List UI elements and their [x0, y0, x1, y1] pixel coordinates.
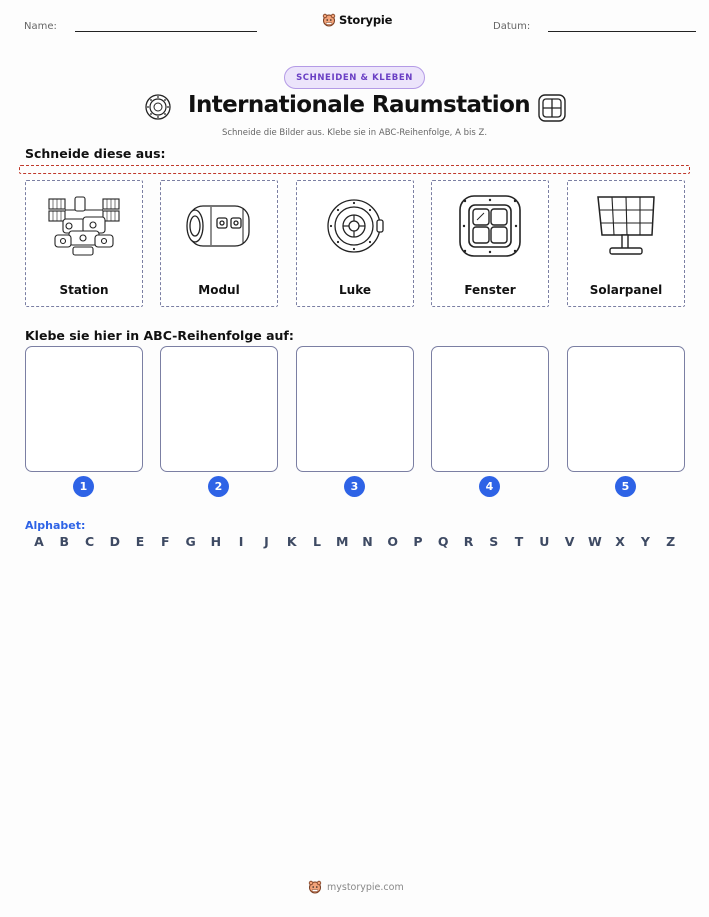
activity-badge: SCHNEIDEN & KLEBEN	[284, 66, 425, 89]
name-label: Name:	[24, 21, 57, 32]
storypie-mascot-icon	[322, 13, 336, 27]
name-line	[75, 20, 257, 32]
card-label: Fenster	[464, 283, 516, 297]
window-icon	[457, 193, 523, 259]
cut-card-modul[interactable]	[160, 180, 278, 307]
page-title: Internationale Raumstation	[188, 92, 531, 118]
paste-section-heading: Klebe sie hier in ABC-Reihenfolge auf:	[25, 328, 294, 343]
slot-number-5: 5	[615, 476, 636, 497]
date-line	[548, 20, 696, 32]
alphabet-letter: P	[413, 534, 423, 549]
window-icon	[537, 93, 567, 123]
footer-site: mystorypie.com	[327, 881, 404, 893]
alphabet-letter: X	[615, 534, 625, 549]
storypie-mascot-icon	[308, 880, 322, 894]
alphabet-letter: H	[210, 534, 222, 549]
alphabet-letter: Z	[666, 534, 676, 549]
hatch-icon	[144, 93, 172, 121]
slot-number-2: 2	[208, 476, 229, 497]
alphabet-letter: L	[312, 534, 321, 549]
date-field	[493, 20, 696, 32]
alphabet-letter: E	[135, 534, 145, 549]
alphabet-letter: V	[564, 534, 575, 549]
alphabet-heading: Alphabet:	[25, 519, 86, 532]
cut-card-fenster[interactable]	[431, 180, 549, 307]
card-label: Luke	[339, 283, 371, 297]
alphabet-letter: W	[587, 534, 602, 549]
alphabet-letter: S	[489, 534, 499, 549]
brand-name: Storypie	[339, 13, 393, 27]
alphabet-letter: J	[264, 534, 269, 549]
brand-logo	[322, 13, 392, 27]
cut-line	[19, 165, 690, 174]
module-icon	[181, 198, 257, 254]
name-field	[24, 20, 257, 32]
paste-slot-4[interactable]	[431, 346, 549, 472]
alphabet-letter: K	[286, 534, 297, 549]
title-row	[0, 92, 709, 124]
paste-slot-3[interactable]	[296, 346, 414, 472]
space-station-icon	[47, 193, 121, 259]
alphabet-letter: T	[514, 534, 524, 549]
alphabet-letter: Q	[437, 534, 449, 549]
slot-number-3: 3	[344, 476, 365, 497]
alphabet-letter: R	[463, 534, 474, 549]
hatch-icon	[324, 195, 386, 257]
alphabet-letter: F	[161, 534, 170, 549]
alphabet-letter: B	[59, 534, 70, 549]
cut-card-luke[interactable]	[296, 180, 414, 307]
slot-number-4: 4	[479, 476, 500, 497]
cut-card-station[interactable]	[25, 180, 143, 307]
alphabet-letter: G	[185, 534, 196, 549]
alphabet-letter: Y	[640, 534, 650, 549]
alphabet-letter: C	[84, 534, 95, 549]
paste-slot-1[interactable]	[25, 346, 143, 472]
slot-number-1: 1	[73, 476, 94, 497]
card-label: Station	[59, 283, 109, 297]
card-label: Solarpanel	[589, 283, 663, 297]
alphabet-letter: O	[387, 534, 399, 549]
alphabet-row	[32, 534, 678, 549]
cut-section-heading: Schneide diese aus:	[25, 146, 166, 161]
alphabet-letter: N	[362, 534, 373, 549]
date-label: Datum:	[493, 21, 531, 32]
card-label: Modul	[198, 283, 240, 297]
paste-slot-2[interactable]	[160, 346, 278, 472]
solar-panel-icon	[592, 193, 660, 259]
paste-slot-5[interactable]	[567, 346, 685, 472]
alphabet-letter: I	[238, 534, 244, 549]
cut-card-solarpanel[interactable]	[567, 180, 685, 307]
footer	[308, 880, 404, 894]
alphabet-letter: A	[34, 534, 44, 549]
alphabet-letter: D	[109, 534, 120, 549]
alphabet-letter: U	[539, 534, 550, 549]
alphabet-letter: M	[335, 534, 349, 549]
instructions: Schneide die Bilder aus. Klebe sie in ABC-Reihenfolge, A bis Z.	[221, 128, 488, 138]
